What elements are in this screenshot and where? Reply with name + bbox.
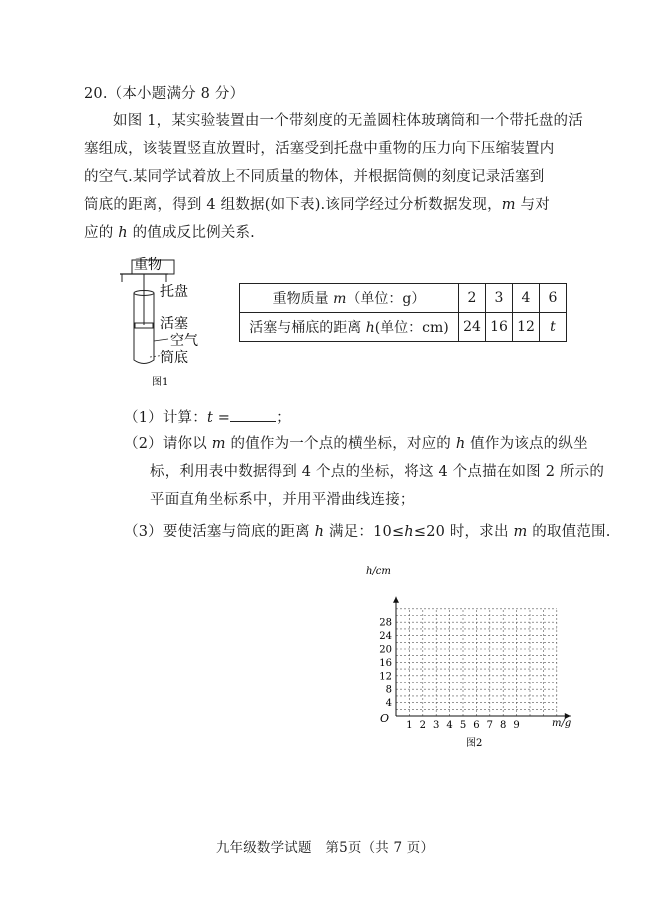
- figure1-apparatus: [110, 255, 230, 390]
- y-tick-label: 28: [379, 617, 392, 629]
- origin-label: O: [380, 712, 390, 725]
- table-row-mass: [240, 284, 567, 313]
- table-cell: 6: [540, 284, 567, 313]
- label-air: 空气: [170, 333, 198, 349]
- y-tick-label: 16: [379, 657, 392, 669]
- y-axis-arrow: [393, 597, 399, 603]
- grid-lines: [396, 609, 557, 716]
- label-weight: 重物: [134, 257, 162, 273]
- x-tick-labels: [406, 720, 520, 731]
- y-tick-labels: [379, 618, 392, 709]
- x-tick-label: 1: [406, 720, 413, 731]
- y-axis-label: h/cm: [366, 566, 391, 577]
- x-axis-label: m/g: [552, 718, 572, 729]
- x-tick-label: 9: [513, 720, 520, 731]
- x-tick-label: 5: [459, 720, 467, 731]
- y-tick-label: 20: [379, 644, 392, 656]
- figure2-coordinate-grid[interactable]: [360, 556, 585, 756]
- question-title: 20.（本小题满分 8 分）: [84, 86, 245, 102]
- y-tick-label: 8: [385, 684, 392, 696]
- answer-blank[interactable]: [230, 406, 276, 422]
- x-tick-label: 7: [486, 720, 493, 731]
- figure1-caption: 图1: [152, 377, 169, 388]
- x-tick-label: 4: [446, 720, 453, 731]
- table-cell: 12: [513, 313, 540, 342]
- table-row-distance: [240, 313, 567, 342]
- table-cell: 4: [513, 284, 540, 313]
- table-cell: 3: [486, 284, 513, 313]
- table-cell: 24: [459, 313, 486, 342]
- page-footer: 九年级数学试题 第5页（共 7 页）: [215, 840, 435, 856]
- intro-line-3: 的空气.某同学试着放上不同质量的物体，并根据筒侧的刻度记录活塞到: [84, 169, 545, 185]
- part-1: （1）计算：t = ；: [124, 406, 291, 428]
- part-2-line-3: 平面直角坐标系中，并用平滑曲线连接；: [150, 492, 415, 508]
- table-cell: 16: [486, 313, 513, 342]
- figure2-caption: 图2: [466, 738, 483, 749]
- table-cell-unknown: t: [540, 313, 567, 342]
- table-header-distance: 活塞与桶底的距离 h(单位：cm): [240, 313, 459, 342]
- intro-line-1: 如图 1，某实验装置由一个带刻度的无盖圆柱体玻璃筒和一个带托盘的活: [113, 113, 583, 129]
- axes: [393, 597, 571, 719]
- y-tick-label: 12: [379, 671, 392, 683]
- table-cell: 2: [459, 284, 486, 313]
- data-table: [239, 283, 567, 342]
- label-bottom: 筒底: [160, 350, 188, 366]
- part-3: （3）要使活塞与筒底的距离 h 满足：10≤h≤20 时，求出 m 的取值范围.: [124, 524, 611, 540]
- x-tick-label: 2: [419, 720, 426, 731]
- intro-line-4: 筒底的距离，得到 4 组数据(如下表).该同学经过分析数据发现，m 与对: [84, 197, 550, 213]
- part-2-line-1: （2）请你以 m 的值作为一个点的横坐标，对应的 h 值作为该点的纵坐: [124, 436, 588, 452]
- intro-line-2: 塞组成，该装置竖直放置时，活塞受到托盘中重物的压力向下压缩装置内: [84, 141, 555, 157]
- label-piston: 活塞: [160, 316, 188, 332]
- x-tick-label: 3: [433, 720, 440, 731]
- label-tray: 托盘: [160, 284, 188, 300]
- intro-line-5: 应的 h 的值成反比例关系.: [84, 225, 255, 241]
- y-tick-label: 24: [379, 631, 392, 643]
- x-tick-label: 8: [500, 720, 507, 731]
- y-tick-label: 4: [385, 698, 392, 710]
- x-tick-label: 6: [473, 720, 480, 731]
- table-header-mass: 重物质量 m（单位：g）: [240, 284, 459, 313]
- part-2-line-2: 标，利用表中数据得到 4 个点的坐标，将这 4 个点描在如图 2 所示的: [150, 464, 605, 480]
